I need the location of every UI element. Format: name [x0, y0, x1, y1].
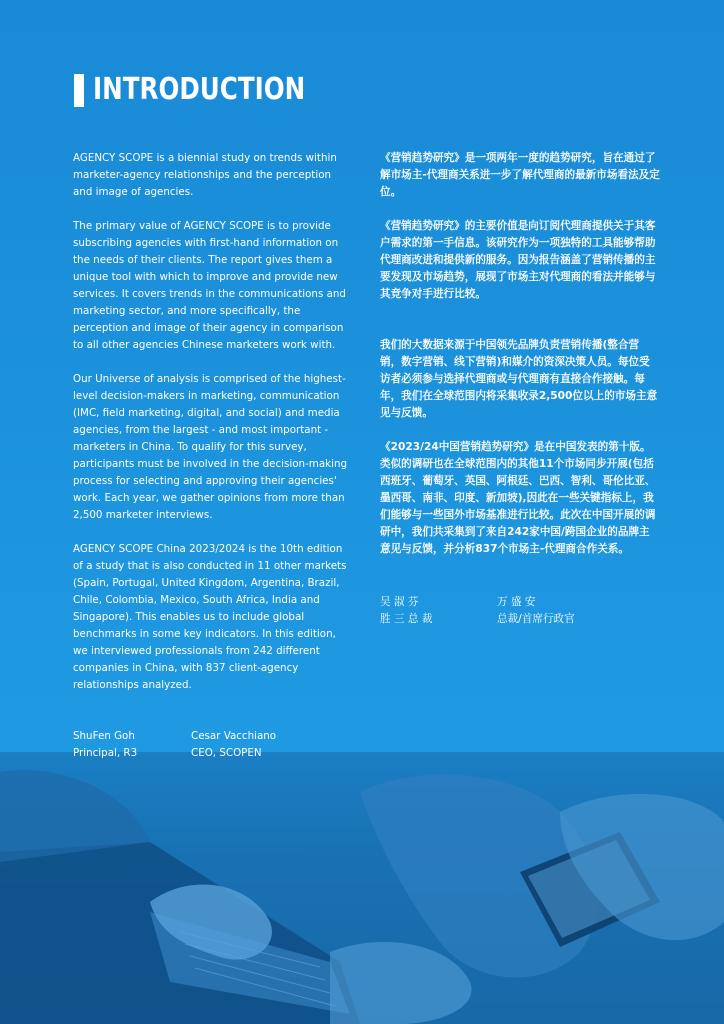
english-paragraph: The primary value of AGENCY SCOPE is to provide subscribing agencies with first-hand information on the needs of their clients. The report gives them a unique tool with which to improve and provide new services. It covers trends in the communications and marketing sector, and more specifically, the perception and image of their agency in comparison to all other agencies Chinese marketers work with. [73, 220, 346, 351]
signature-vacchiano [191, 728, 276, 762]
english-paragraph: Our Universe of analysis is comprised of the highest-level decision-makers in marketing, communication (IMC, field marketing, digital, and social) and media agencies, from the largest - and most important - marketers in China. To qualify for this survey, participants must be involved in the decision-making process for selecting and approving their agencies' work. Each year, we gather opinions from more than 2,500 marketer interviews. [73, 373, 348, 521]
chinese-paragraph: 我们的大数据来源于中国领先品牌负责营销传播(整合营销，数字营销、线下营销)和媒介的资深决策人员。每位受访者必须参与选择代理商或与代理商有直接合作接触。每年，我们在全球范围内将采集收录2,500位以上的市场主意见与反馈。 [380, 339, 658, 419]
signature-wu [380, 594, 432, 628]
chinese-column [380, 150, 660, 575]
signature-name: 万 盛 安 [497, 596, 536, 608]
signature-role: Principal, R3 [73, 747, 138, 759]
english-paragraph: AGENCY SCOPE China 2023/2024 is the 10th edition of a study that is also conducted in 11 other markets (Spain, Portugal, United Kingdom, Argentina, Brazil, Chile, Colombia, Mexico, South Africa, India and Singapore). This enables us to include global benchmarks in some key indicators. In this edition, we interviewed professionals from 242 different companies in China, with 837 client-agency relationships analyzed. [73, 543, 347, 691]
signature-name: Cesar Vacchiano [191, 730, 277, 742]
signature-role: 胜 三 总 裁 [380, 613, 433, 625]
english-paragraph: AGENCY SCOPE is a biennial study on trends within marketer-agency relationships and the perception and image of agencies. [73, 152, 337, 198]
chinese-paragraph: 《营销趋势研究》是一项两年一度的趋势研究，旨在通过了解市场主-代理商关系进一步了解代理商的最新市场看法及定位。 [380, 152, 660, 198]
signature-role: CEO, SCOPEN [191, 747, 262, 759]
office-scene-illustration [0, 752, 724, 1024]
signature-goh [73, 728, 137, 762]
chinese-paragraph: 《营销趋势研究》的主要价值是向订阅代理商提供关于其客户需求的第一手信息。该研究作为一项独特的工具能够帮助代理商改进和提供新的服务。因为报告涵盖了营销传播的主要发现及市场趋势，展现了市场主对代理商的看法并能够与其竞争对手进行比较。 [380, 220, 656, 300]
signature-name: ShuFen Goh [73, 730, 135, 742]
page-title: INTRODUCTION [93, 72, 306, 107]
signature-wan [497, 594, 575, 628]
english-column [73, 150, 353, 711]
chinese-paragraph: 《2023/24中国营销趋势研究》是在中国发表的第十版。类似的调研也在全球范围内的其他11个市场同步开展(包括西班牙、葡萄牙、英国、阿根廷、巴西、智利、哥伦比亚、 墨西哥、南非、印度、新加坡),因此在一些关键指标上，我们能够与一些国外市场基准进行比较。此次在中国开展的调研中，我们共采集到了来自242家中国/跨国企业的品牌主意见与反馈，并分析837个市场主-代理商合作关系。 [380, 441, 656, 555]
signature-name: 吴 淑 芬 [380, 596, 419, 608]
signature-role: 总裁/首席行政官 [497, 613, 575, 625]
background-photo [0, 752, 724, 1024]
title-accent-bar [74, 74, 84, 107]
